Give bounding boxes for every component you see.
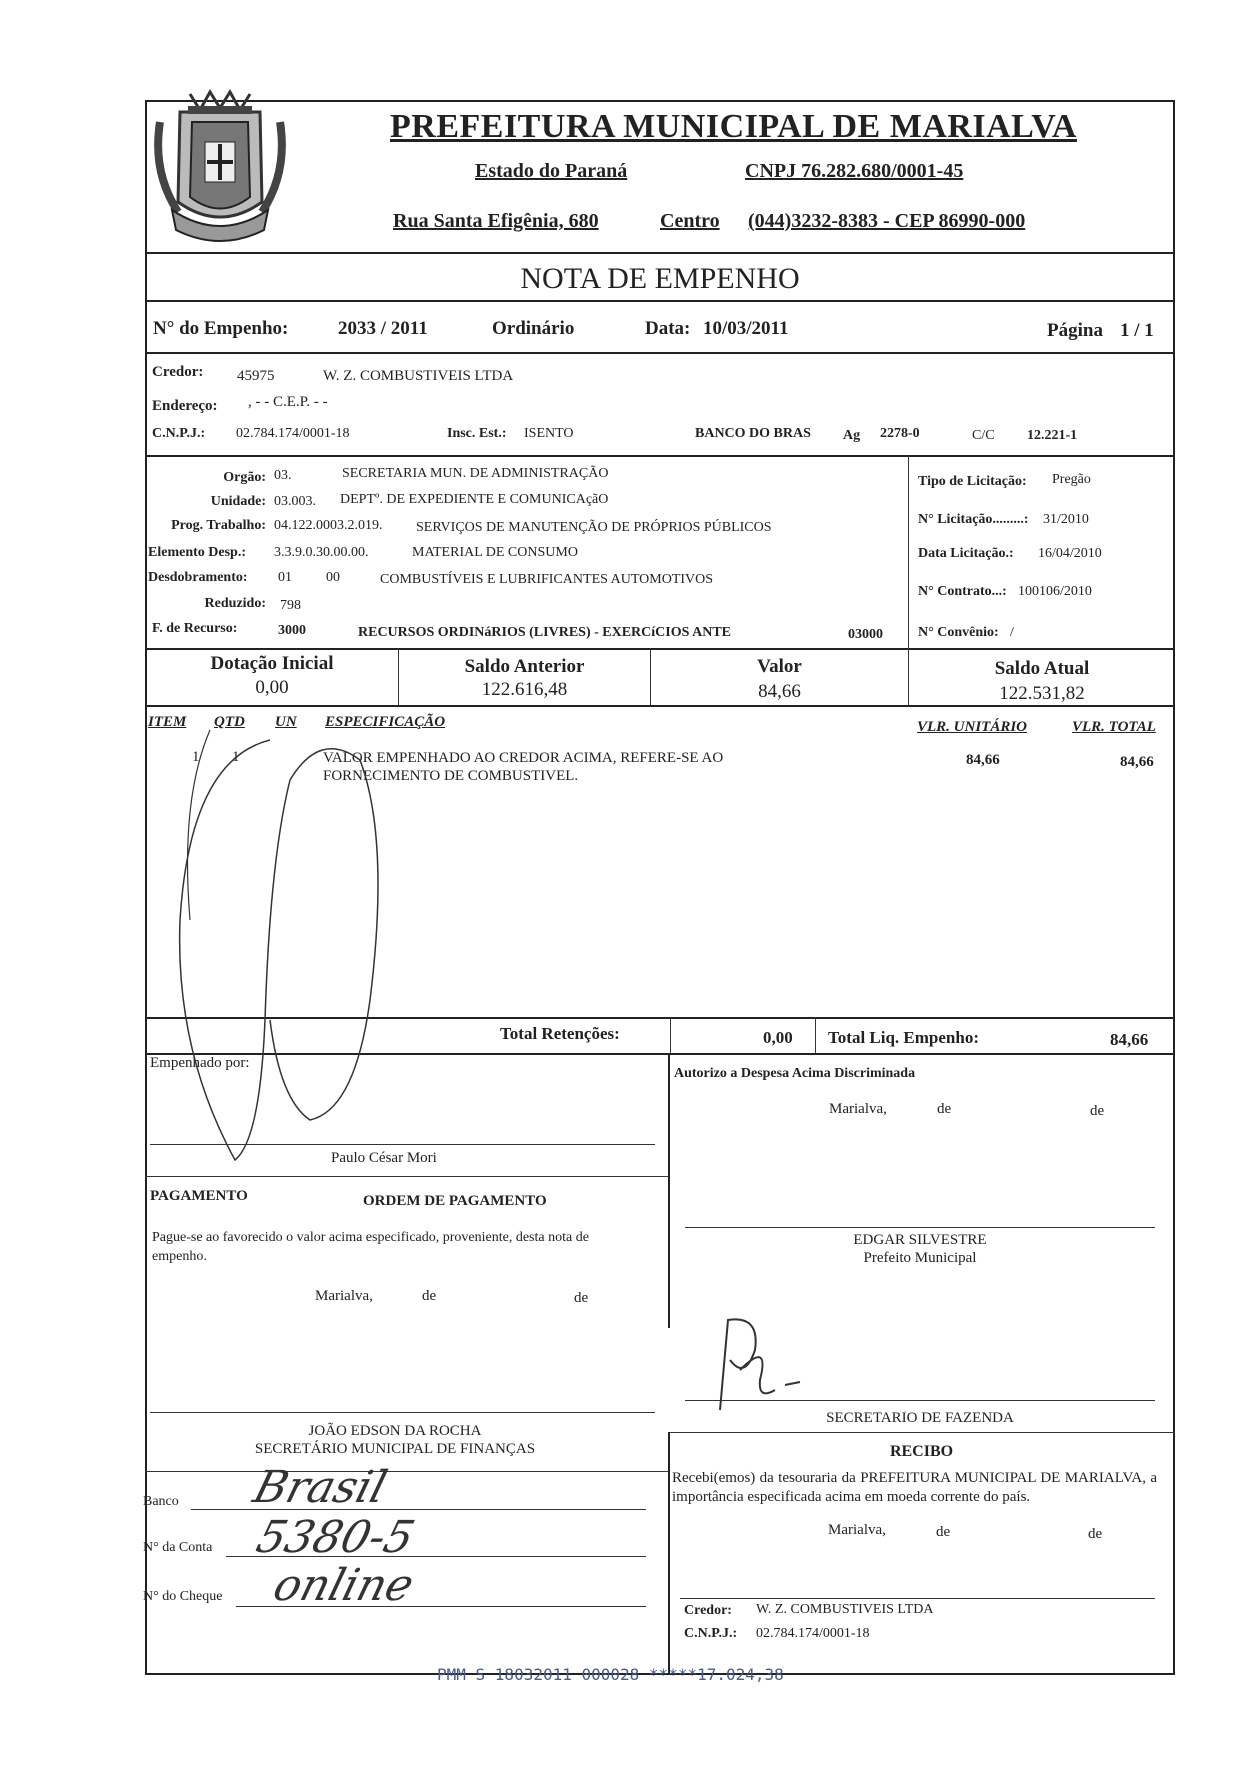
recibo-cnpj-label: C.N.P.J.:: [684, 1626, 738, 1641]
valor-value: 84,66: [758, 681, 801, 702]
place-marialva: Marialva,: [829, 1101, 887, 1117]
conta-label: N° da Conta: [143, 1540, 213, 1555]
credor-code: 45975: [237, 368, 275, 384]
prog-trabalho-label: Prog. Trabalho:: [171, 518, 266, 533]
state-name: Estado do Paraná: [475, 160, 628, 182]
orgao-desc: SECRETARIA MUN. DE ADMINISTRAÇÃO: [342, 466, 609, 481]
dotacao-label: Dotação Inicial: [210, 653, 334, 674]
municipality-cnpj: CNPJ 76.282.680/0001-45: [745, 160, 964, 182]
empenho-type: Ordinário: [492, 318, 575, 339]
banco-label: Banco: [143, 1494, 179, 1509]
item-total-value: 84,66: [1120, 754, 1154, 770]
retencoes-label: Total Retenções:: [500, 1024, 620, 1043]
unidade-label: Unidade:: [210, 494, 266, 509]
cashier-stamp: PMM S 18032011 000028 *****17.024,38: [437, 1665, 784, 1684]
endereco-value: , - - C.E.P. - -: [248, 394, 328, 410]
total-liq-label: Total Liq. Empenho:: [828, 1028, 979, 1047]
address-phone-cep: (044)3232-8383 - CEP 86990-000: [748, 210, 1026, 232]
num-licitacao-label: N° Licitação.........:: [918, 512, 1029, 527]
column-divider: [668, 1432, 670, 1675]
agency-value: 2278-0: [880, 426, 920, 441]
recurso-code: 3000: [278, 623, 306, 638]
column-divider: [670, 1017, 671, 1053]
data-licitacao-value: 16/04/2010: [1038, 546, 1102, 561]
contrato-label: N° Contrato...:: [918, 584, 1007, 599]
place-marialva: Marialva,: [828, 1522, 886, 1538]
empenho-label: N° do Empenho:: [153, 318, 289, 339]
cheque-handwritten: online: [268, 1560, 420, 1611]
orgao-code: 03.: [274, 468, 292, 483]
banco-handwritten: Brasil: [248, 1462, 393, 1513]
item-spec-line1: VALOR EMPENHADO AO CREDOR ACIMA, REFERE-SE AO: [323, 750, 724, 766]
tipo-licitacao-label: Tipo de Licitação:: [918, 474, 1027, 489]
divider: [145, 300, 1175, 302]
recibo-title: RECIBO: [889, 1443, 954, 1460]
pague-text: Pague-se ao favorecido o valor acima especificado, proveniente, desta nota de empenho.: [152, 1230, 589, 1264]
reduzido-label: Reduzido:: [204, 596, 266, 611]
address-street: Rua Santa Efigênia, 680: [393, 210, 599, 232]
desdobramento-b: 00: [326, 570, 340, 585]
date-de: de: [1090, 1103, 1105, 1119]
item-qtd: 1: [232, 749, 240, 765]
credor-label: Credor:: [152, 364, 204, 380]
place-marialva: Marialva,: [315, 1288, 373, 1304]
date-de: de: [936, 1524, 951, 1540]
divider: [145, 705, 1175, 707]
divider: [145, 252, 1175, 254]
recibo-text: Recebi(emos) da tesouraria da PREFEITURA MUNICIPAL DE MARIALVA, a importância especificada acima em moeda corrente do país.: [672, 1470, 1157, 1505]
cheque-label: N° do Cheque: [143, 1589, 223, 1604]
recibo-credor-value: W. Z. COMBUSTIVEIS LTDA: [756, 1602, 934, 1617]
date-label: Data:: [645, 318, 691, 339]
prog-trabalho-code: 04.122.0003.2.019.: [274, 518, 383, 533]
conta-handwritten: 5380-5: [251, 1512, 420, 1563]
item-number: 1: [192, 749, 200, 765]
reduzido-value: 798: [280, 598, 301, 613]
desdobramento-label: Desdobramento:: [148, 570, 248, 585]
account-label: C/C: [972, 428, 995, 443]
sec-financas-title: SECRETÁRIO MUNICIPAL DE FINANÇAS: [254, 1441, 536, 1457]
credor-name: W. Z. COMBUSTIVEIS LTDA: [323, 368, 514, 384]
unidade-desc: DEPTº. DE EXPEDIENTE E COMUNICAçãO: [340, 492, 609, 507]
orgao-label: Orgão:: [223, 470, 266, 485]
municipality-title: PREFEITURA MUNICIPAL DE MARIALVA: [390, 108, 1077, 145]
signature-line: [685, 1227, 1155, 1228]
saldo-atual-value: 122.531,82: [999, 683, 1085, 704]
insc-est-value: ISENTO: [524, 426, 574, 441]
signature-line: [680, 1598, 1155, 1599]
date-de: de: [1088, 1526, 1103, 1542]
cnpj-label: C.N.P.J.:: [152, 426, 206, 441]
item-unit-value: 84,66: [966, 752, 1000, 768]
prog-trabalho-desc: SERVIÇOS DE MANUTENÇÃO DE PRÓPRIOS PÚBLICOS: [416, 520, 772, 535]
column-divider: [815, 1017, 816, 1053]
empenhado-name: Paulo César Mori: [331, 1150, 437, 1166]
date-de: de: [574, 1290, 589, 1306]
endereco-label: Endereço:: [152, 398, 218, 414]
tipo-licitacao-value: Pregão: [1052, 472, 1091, 487]
agency-label: Ag: [843, 428, 861, 443]
signature-line: [150, 1412, 655, 1413]
divider: [668, 1432, 1175, 1433]
date-de: de: [937, 1101, 952, 1117]
elemento-code: 3.3.9.0.30.00.00.: [274, 545, 369, 560]
divider: [145, 1471, 669, 1472]
autorizo-text: Autorizo a Despesa Acima Discriminada: [674, 1066, 916, 1081]
sec-fazenda-title: SECRETARIO DE FAZENDA: [826, 1410, 1014, 1426]
signature-scribble: [150, 720, 430, 1170]
recibo-cnpj-value: 02.784.174/0001-18: [756, 1626, 870, 1641]
col-especificacao: ESPECIFICAÇÃO: [325, 714, 446, 730]
col-un: UN: [275, 714, 297, 730]
recibo-credor-label: Credor:: [684, 1603, 732, 1618]
saldo-anterior-label: Saldo Anterior: [464, 656, 585, 677]
column-divider: [668, 1053, 670, 1328]
convenio-label: N° Convênio:: [918, 625, 999, 640]
account-value: 12.221-1: [1027, 428, 1078, 443]
valor-label: Valor: [757, 656, 802, 677]
divider: [145, 352, 1175, 354]
total-liq-value: 84,66: [1110, 1030, 1149, 1049]
empenhado-label: Empenhado por:: [150, 1055, 250, 1071]
divider: [145, 648, 1175, 650]
col-vlr-unitario: VLR. UNITÁRIO: [917, 719, 1028, 735]
address-district: Centro: [660, 210, 720, 232]
col-vlr-total: VLR. TOTAL: [1072, 719, 1156, 735]
contrato-value: 100106/2010: [1018, 584, 1092, 599]
elemento-label: Elemento Desp.:: [148, 545, 246, 560]
column-divider: [908, 455, 909, 648]
saldo-anterior-value: 122.616,48: [481, 679, 568, 700]
convenio-value: /: [1010, 625, 1014, 640]
page-label: Página: [1047, 320, 1103, 341]
dotacao-value: 0,00: [255, 677, 289, 698]
item-spec-line2: FORNECIMENTO DE COMBUSTIVEL.: [323, 768, 579, 784]
prefeito-name: EDGAR SILVESTRE: [853, 1232, 987, 1248]
desdobramento-desc: COMBUSTÍVEIS E LUBRIFICANTES AUTOMOTIVOS: [380, 572, 714, 587]
signature-mark: [700, 1310, 820, 1420]
data-licitacao-label: Data Licitação.:: [918, 546, 1014, 561]
elemento-desc: MATERIAL DE CONSUMO: [412, 545, 578, 560]
document-title: NOTA DE EMPENHO: [520, 262, 800, 295]
retencoes-value: 0,00: [763, 1028, 793, 1047]
empenho-number: 2033 / 2011: [338, 318, 428, 339]
page-value: 1 / 1: [1120, 320, 1154, 341]
sec-financas-name: JOÃO EDSON DA ROCHA: [308, 1423, 482, 1439]
recurso-desc: RECURSOS ORDINáRIOS (LIVRES) - EXERCíCIOS ANTE: [358, 625, 732, 640]
insc-est-label: Insc. Est.:: [447, 426, 507, 441]
prefeito-title: Prefeito Municipal: [863, 1250, 977, 1266]
recurso-label: F. de Recurso:: [152, 621, 238, 636]
divider: [145, 455, 1175, 457]
unidade-code: 03.003.: [274, 494, 316, 509]
coat-of-arms-logo: [150, 82, 290, 252]
bank-name: BANCO DO BRAS: [695, 426, 811, 441]
saldo-atual-label: Saldo Atual: [994, 658, 1090, 679]
ordem-pagamento-label: ORDEM DE PAGAMENTO: [363, 1193, 547, 1209]
pagamento-label: PAGAMENTO: [150, 1188, 248, 1204]
col-item: ITEM: [148, 714, 187, 730]
desdobramento-a: 01: [278, 570, 292, 585]
recurso-number: 03000: [848, 627, 883, 642]
num-licitacao-value: 31/2010: [1043, 512, 1089, 527]
date-value: 10/03/2011: [703, 318, 789, 339]
date-de: de: [422, 1288, 437, 1304]
cnpj-value: 02.784.174/0001-18: [236, 426, 350, 441]
divider: [145, 1176, 669, 1177]
col-qtd: QTD: [214, 714, 245, 730]
